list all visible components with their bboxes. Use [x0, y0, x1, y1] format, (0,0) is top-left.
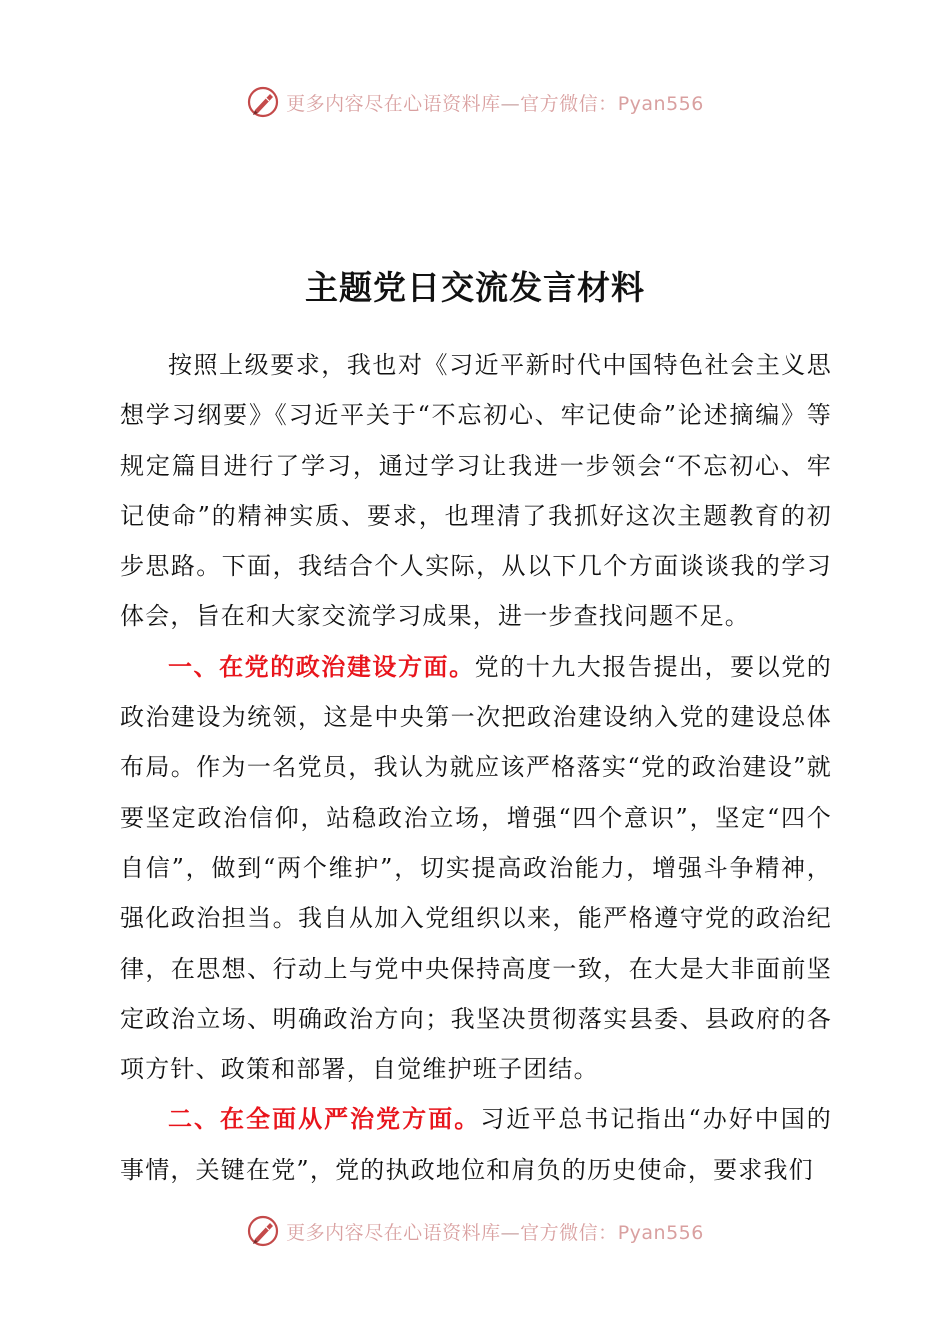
watermark-wechat-id: Pyan556 — [617, 92, 704, 115]
watermark-wechat-label: 官方微信： — [520, 1221, 618, 1244]
paragraph-body: 按照上级要求，我也对《习近平新时代中国特色社会主义思想学习纲要》《习近平关于“不忘初心、牢记使命”论述摘编》等规定篇目进行了学习，通过学习让我进一步领会“不忘初心、牢记使命”的精神实质、要求，也理清了我抓好这次主题教育的初步思路。下面，我结合个人实际，从以下几个方面谈谈我的学习体会，旨在和大家交流学习成果，进一步查找问题不足。 — [120, 351, 832, 631]
pen-logo-icon — [246, 85, 280, 119]
paragraph-body: 党的十九大报告提出，要以党的政治建设为统领，这是中央第一次把政治建设纳入党的建设总体布局。作为一名党员，我认为就应该严格落实“党的政治建设”就要坚定政治信仰，站稳政治立场，增强“四个意识”，坚定“四个自信”，做到“两个维护”，切实提高政治能力，增强斗争精神，强化政治担当。我自从加入党组织以来，能严格遵守党的政治纪律，在思想、行动上与党中央保持高度一致，在大是大非面前坚定政治立场、明确政治方向；我坚决贯彻落实县委、县政府的各项方针、政策和部署，自觉维护班子团结。 — [120, 652, 832, 1084]
paragraph-strict-governance — [120, 1094, 832, 1195]
paragraph-intro — [120, 340, 832, 642]
document-title: 主题党日交流发言材料 — [305, 268, 645, 307]
watermark-wechat-label: 官方微信： — [520, 92, 618, 115]
section-heading: 一、在党的政治建设方面。 — [168, 652, 475, 681]
watermark-dash: — — [500, 92, 521, 115]
watermark-site: 更多内容尽在心语资料库 — [286, 92, 501, 115]
pen-logo-icon — [246, 1214, 280, 1248]
watermark-dash: — — [500, 1221, 521, 1244]
header-watermark-banner — [0, 82, 950, 122]
paragraph-body: 习近平总书记指出“办好中国的事情，关键在党”，党的执政地位和肩负的历史使命，要求我们 — [120, 1105, 832, 1184]
document-body — [120, 340, 832, 1195]
footer-watermark-banner — [0, 1211, 950, 1251]
paragraph-political-construction — [120, 642, 832, 1095]
watermark-wechat-id: Pyan556 — [617, 1221, 704, 1244]
watermark-text — [286, 1218, 704, 1245]
watermark-text — [286, 89, 704, 116]
section-heading: 二、在全面从严治党方面。 — [168, 1105, 481, 1134]
watermark-site: 更多内容尽在心语资料库 — [286, 1221, 501, 1244]
